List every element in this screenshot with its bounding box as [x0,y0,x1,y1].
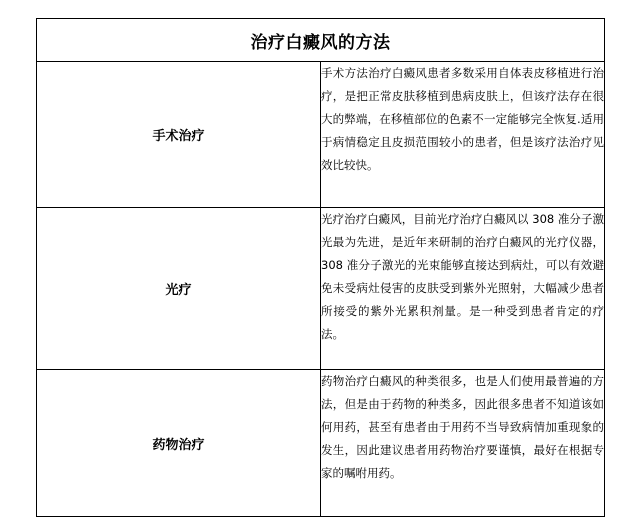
table-row-phototherapy [37,208,605,370]
method-description-medication: 药物治疗白癜风的种类很多，也是人们使用最普遍的方法，但是由于药物的种类多，因此很多患者不知道该如何用药，甚至有患者由于用药不当导致病情加重现象的发生，因此建议患者用药物治疗要谨慎，最好在根据专家的嘱咐用药。 [321,370,605,517]
table-title: 治疗白癜风的方法 [37,19,605,62]
treatment-methods-table [36,18,605,517]
table-header-row [37,19,605,62]
method-description-surgery: 手术方法治疗白癜风患者多数采用自体表皮移植进行治疗，是把正常皮肤移植到患病皮肤上，但该疗法存在很大的弊端，在移植部位的色素不一定能够完全恢复.适用于病情稳定且皮损范围较小的患者，但是该疗法治疗见效比较快。 [321,62,605,208]
method-name-surgery: 手术治疗 [37,62,321,208]
table-row-medication [37,370,605,517]
method-description-phototherapy: 光疗治疗白癜风，目前光疗治疗白癜风以 308 准分子激光最为先进，是近年来研制的治疗白癜风的光疗仪器，308 准分子激光的光束能够直接达到病灶，可以有效避免未受病灶侵害的皮肤受到紫外光照射，大幅减少患者所接受的紫外光累积剂量。是一种受到患者肯定的疗法。 [321,208,605,370]
table-row-surgery [37,62,605,208]
method-name-phototherapy: 光疗 [37,208,321,370]
method-name-medication: 药物治疗 [37,370,321,517]
